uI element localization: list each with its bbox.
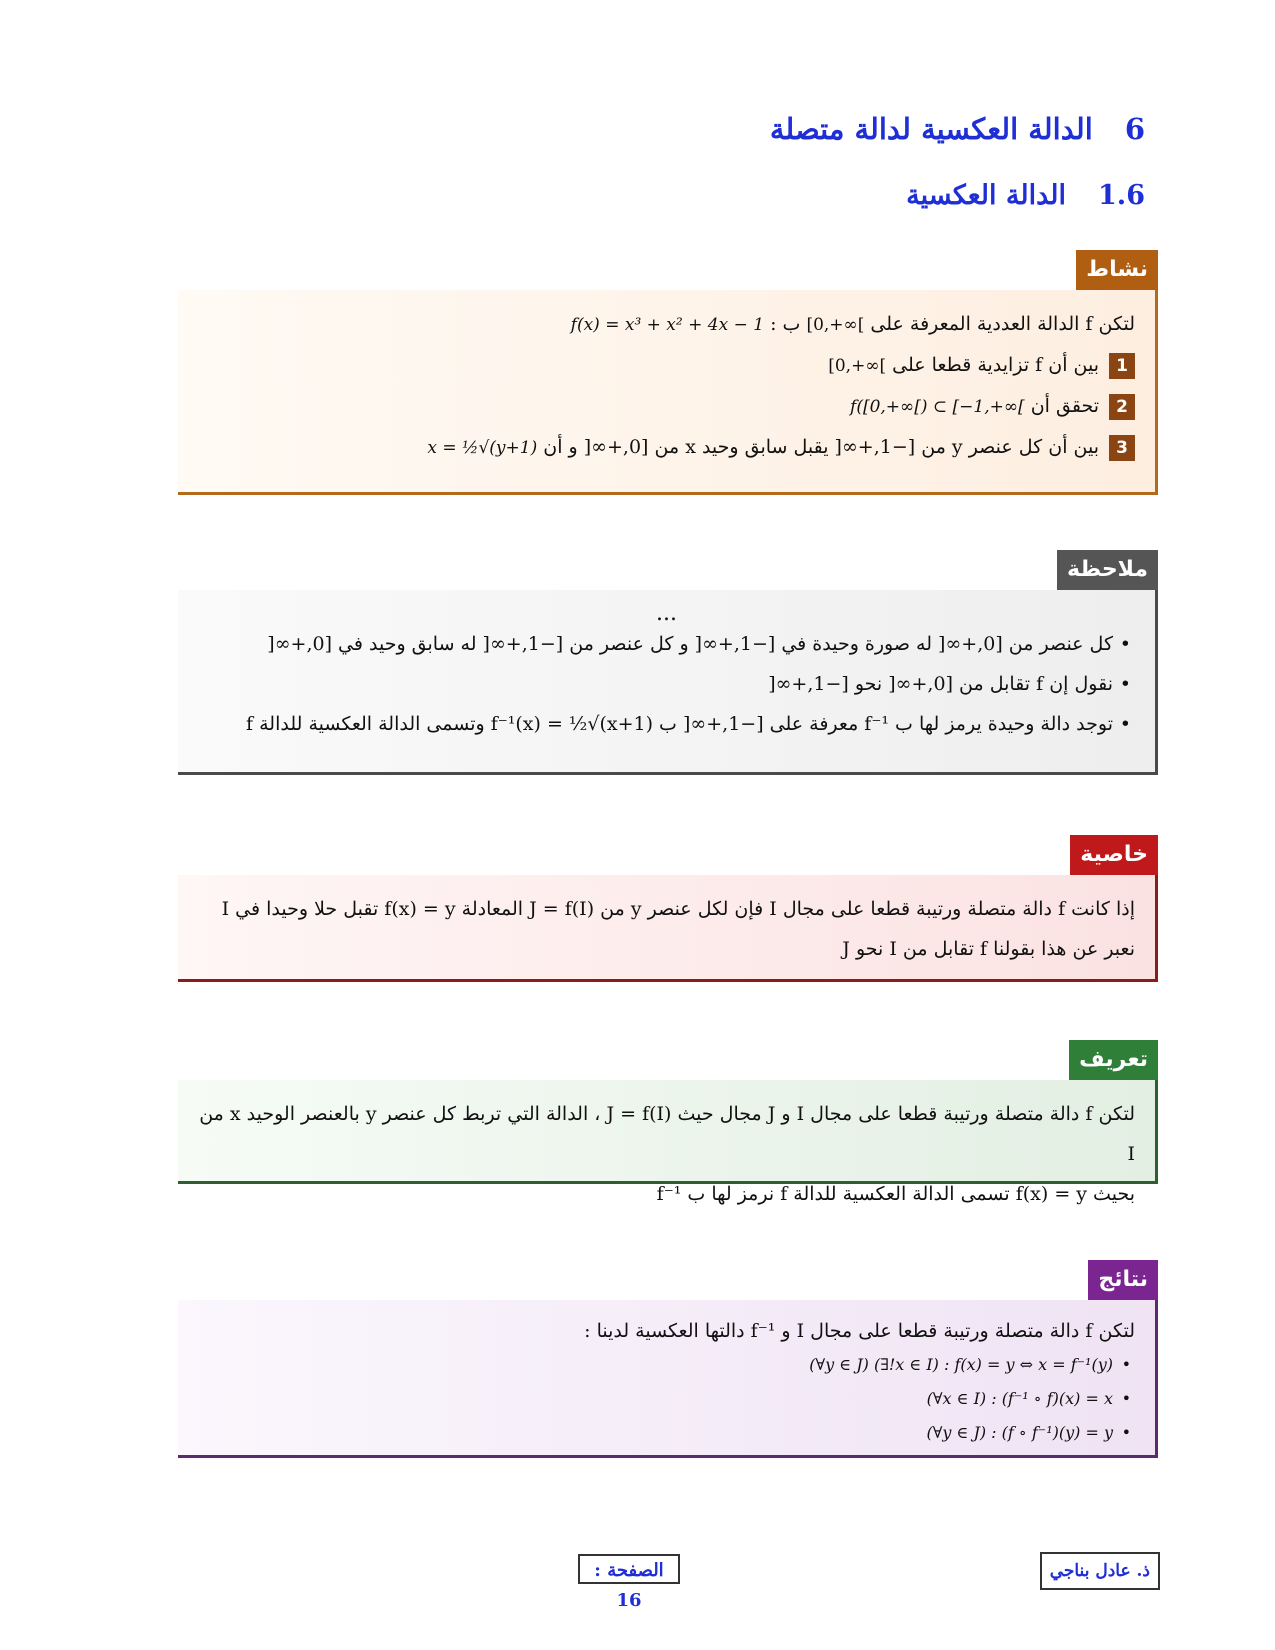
results-list (198, 1348, 1135, 1450)
definition-label: تعريف (1069, 1040, 1158, 1080)
author-name: ذ. عادل بناجي (1040, 1552, 1160, 1590)
definition-body (178, 1080, 1155, 1226)
question-math: x = ½√(y+1) (427, 438, 538, 458)
results-item: • (∀y ∈ J) (∃!x ∈ I) : f(x) = y ⇔ x = f⁻¹(y) (198, 1348, 1113, 1382)
definition-box (178, 1047, 1158, 1205)
activity-label: نشاط (1076, 250, 1158, 290)
results-box (178, 1267, 1158, 1458)
activity-question-3 (198, 427, 1135, 468)
remark-label: ملاحظة (1057, 550, 1158, 590)
remark-item: • نقول إن f تقابل من [0,+∞[ نحو [−1,+∞[ (198, 664, 1113, 704)
property-body (178, 875, 1155, 981)
activity-intro-formula: f(x) = x³ + x² + 4x − 1 (570, 315, 765, 335)
activity-intro-by: ب : (770, 313, 801, 335)
results-body (178, 1300, 1155, 1462)
results-intro: لتكن f دالة متصلة ورتيبة قطعا على مجال I و f⁻¹ دالتها العكسية لدينا : (584, 1320, 1135, 1342)
page-number: الصفحة : 16 (578, 1554, 680, 1584)
section-number: 6 (1124, 112, 1145, 146)
results-item: • (∀y ∈ J) : (f ∘ f⁻¹)(y) = y (198, 1416, 1113, 1450)
question-number: 1 (1109, 353, 1135, 379)
property-box (178, 842, 1158, 982)
section-heading-6 (770, 112, 1145, 146)
activity-intro (198, 304, 1135, 345)
property-line-2: نعبر عن هذا بقولنا f تقابل من I نحو J (842, 938, 1135, 960)
activity-question-2 (198, 386, 1135, 427)
activity-box (178, 257, 1158, 495)
activity-intro-text: لتكن f الدالة العددية المعرفة على (870, 313, 1135, 335)
section-title: الدالة العكسية لدالة متصلة (769, 112, 1093, 146)
remark-box (178, 557, 1158, 775)
remark-item: • كل عنصر من [0,+∞[ له صورة وحيدة في [−1,+∞[ و كل عنصر من [−1,+∞[ له سابق وحيد في [0,+∞[ (198, 624, 1113, 664)
question-text: تحقق أن (1030, 395, 1099, 417)
property-line-1: إذا كانت f دالة متصلة ورتيبة قطعا على مجال I فإن لكل عنصر y من J = f(I) المعادلة f(x) = y تقبل حلا وحيدا في I (221, 898, 1135, 920)
question-text: بين أن كل عنصر y من [−1,+∞[ يقبل سابق وحيد x من [0,+∞[ و أن (543, 436, 1099, 458)
remark-list (198, 624, 1135, 744)
remark-body (178, 590, 1155, 756)
results-label: نتائج (1088, 1260, 1158, 1300)
question-number: 3 (1109, 435, 1135, 461)
activity-question-1 (198, 345, 1135, 386)
question-text: بين أن f تزايدية قطعا على (892, 354, 1099, 376)
property-label: خاصية (1070, 835, 1158, 875)
results-item: • (∀x ∈ I) : (f⁻¹ ∘ f)(x) = x (198, 1382, 1113, 1416)
definition-line-2: بحيث f(x) = y تسمى الدالة العكسية للدالة f نرمز لها ب f⁻¹ (656, 1183, 1135, 1205)
question-math: f([0,+∞[) ⊂ [−1,+∞[ (850, 397, 1025, 417)
subsection-number: 1.6 (1098, 180, 1145, 211)
question-math: [0,+∞[ (828, 356, 887, 376)
remark-item: • توجد دالة وحيدة يرمز لها ب f⁻¹ معرفة على [−1,+∞[ ب f⁻¹(x) = ½√(x+1) وتسمى الدالة العكسية للدالة f (198, 704, 1113, 744)
question-number: 2 (1109, 394, 1135, 420)
activity-intro-interval: [0,+∞[ (806, 315, 865, 335)
remark-dots: ... (656, 601, 677, 626)
subsection-title: الدالة العكسية (906, 180, 1067, 211)
activity-body (178, 290, 1155, 480)
section-heading-6-1 (906, 180, 1145, 211)
definition-line-1: لتكن f دالة متصلة ورتيبة قطعا على مجال I و J مجال حيث J = f(I) ، الدالة التي تربط كل عنصر y بالعنصر الوحيد x من I (199, 1103, 1135, 1165)
